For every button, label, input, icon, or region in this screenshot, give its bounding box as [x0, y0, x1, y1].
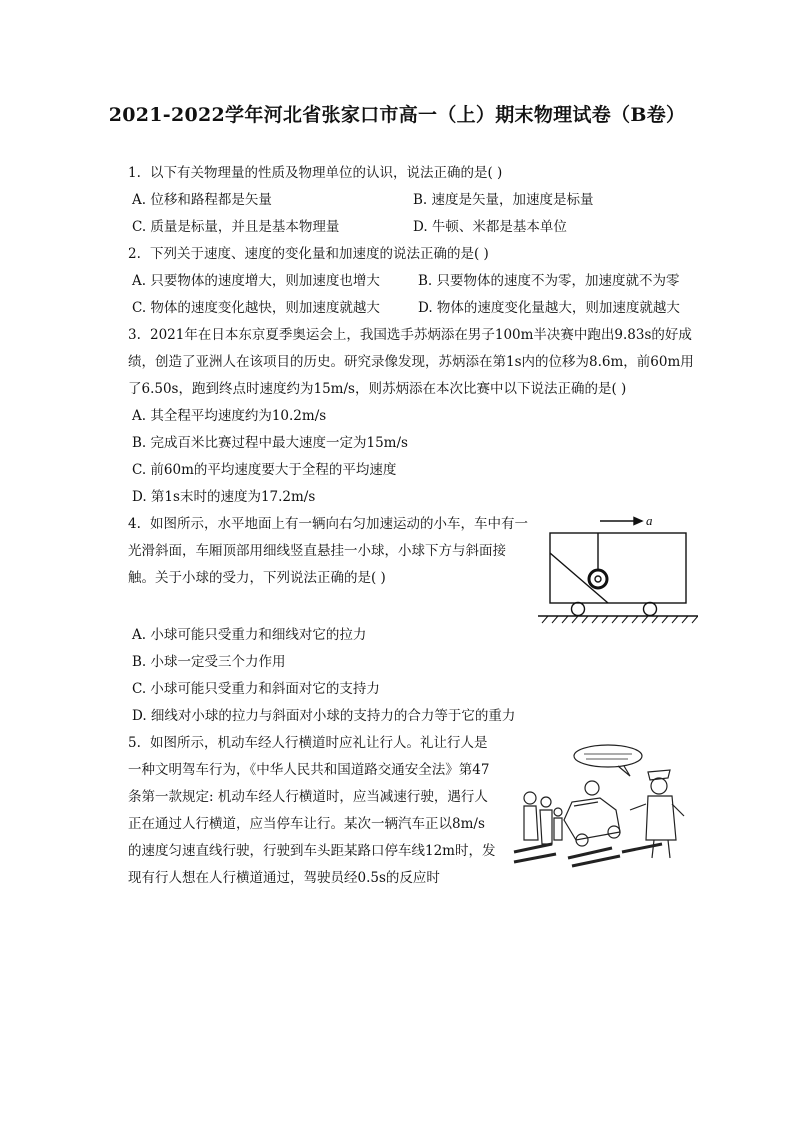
option-c: C. 小球可能只受重力和斜面对它的支持力 [132, 681, 380, 697]
crosswalk-cartoon-figure [512, 740, 688, 870]
question-stem: 以下有关物理量的性质及物理单位的认识，说法正确的是( ) [150, 165, 503, 181]
option-b: B. 完成百米比赛过程中最大速度一定为15m/s [132, 435, 408, 451]
pedestrians [524, 792, 562, 844]
incline-surface [550, 553, 608, 603]
question-list [128, 160, 694, 892]
options [128, 622, 694, 730]
option-a: A. 只要物体的速度增大，则加速度也增大 [132, 273, 380, 289]
question-stem: 如图所示，机动车经人行横道时应礼让行人。礼让行人是一种文明驾车行为，《中华人民共和国道路交通安全法》第47条第一款规定: 机动车经人行横道时，应当减速行驶，遇行人正在通过人行横道，应当停车让行。某次一辆汽车正以8m/s的速度匀速直线行驶，行驶到车头距某路口停车线12m时，发现有行人想在人行横道通过，驾驶员经0.5s的反应时 [128, 735, 496, 886]
option-d: D. 牛顿、米都是基本单位 [413, 219, 567, 235]
question-number: 4. [128, 516, 141, 532]
question-number: 1. [128, 165, 141, 181]
cart-body [550, 533, 686, 603]
wheel-left [572, 603, 585, 616]
wheel-right [644, 603, 657, 616]
option-c: C. 质量是标量，并且是基本物理量 [132, 219, 340, 235]
option-a: A. 小球可能只受重力和细线对它的拉力 [132, 627, 367, 643]
speech-bubble [574, 745, 642, 767]
option-c: C. 前60m的平均速度要大于全程的平均速度 [132, 462, 397, 478]
option-a: A. 位移和路程都是矢量 [132, 192, 272, 208]
cart-incline-figure [538, 515, 698, 633]
option-b: B. 速度是矢量，加速度是标量 [413, 192, 594, 208]
option-a: A. 其全程平均速度约为10.2m/s [132, 408, 327, 424]
question-stem: 下列关于速度、速度的变化量和加速度的说法正确的是( ) [150, 246, 489, 262]
option-c: C. 物体的速度变化越快，则加速度就越大 [132, 300, 380, 316]
option-d: D. 细线对小球的拉力与斜面对小球的支持力的合力等于它的重力 [132, 708, 516, 724]
car [564, 798, 620, 840]
question-2 [128, 241, 694, 322]
question-3 [128, 322, 694, 511]
option-d: D. 第1s末时的速度为17.2m/s [132, 489, 316, 505]
question-5 [128, 730, 694, 892]
question-4 [128, 511, 694, 730]
question-stem: 2021年在日本东京夏季奥运会上，我国选手苏炳添在男子100m半决赛中跑出9.83s的好成绩，创造了亚洲人在该项目的历史。研究录像发现，苏炳添在第1s内的位移为8.6m，前60m用了6.50s，跑到终点时速度约为15m/s，则苏炳添在本次比赛中以下说法正确的是( ) [128, 327, 694, 397]
driver [585, 781, 599, 795]
option-d: D. 物体的速度变化量越大，则加速度就越大 [418, 300, 680, 316]
acceleration-label: a [646, 515, 653, 528]
question-1 [128, 160, 694, 241]
options [128, 268, 694, 322]
exam-title: 2021-2022学年河北省张家口市高一（上）期末物理试卷（B卷） [108, 104, 686, 126]
options [128, 187, 694, 241]
arrow-head [634, 518, 642, 525]
question-number: 5. [128, 735, 141, 751]
question-stem: 如图所示，水平地面上有一辆向右匀加速运动的小车，车中有一光滑斜面，车厢顶部用细线竖直悬挂一小球，小球下方与斜面接触。关于小球的受力，下列说法正确的是( ) [128, 516, 528, 586]
option-b: B. 只要物体的速度不为零，加速度就不为零 [418, 273, 680, 289]
question-number: 2. [128, 246, 141, 262]
ball [589, 570, 607, 588]
question-number: 3. [128, 327, 141, 343]
option-b: B. 小球一定受三个力作用 [132, 654, 286, 670]
